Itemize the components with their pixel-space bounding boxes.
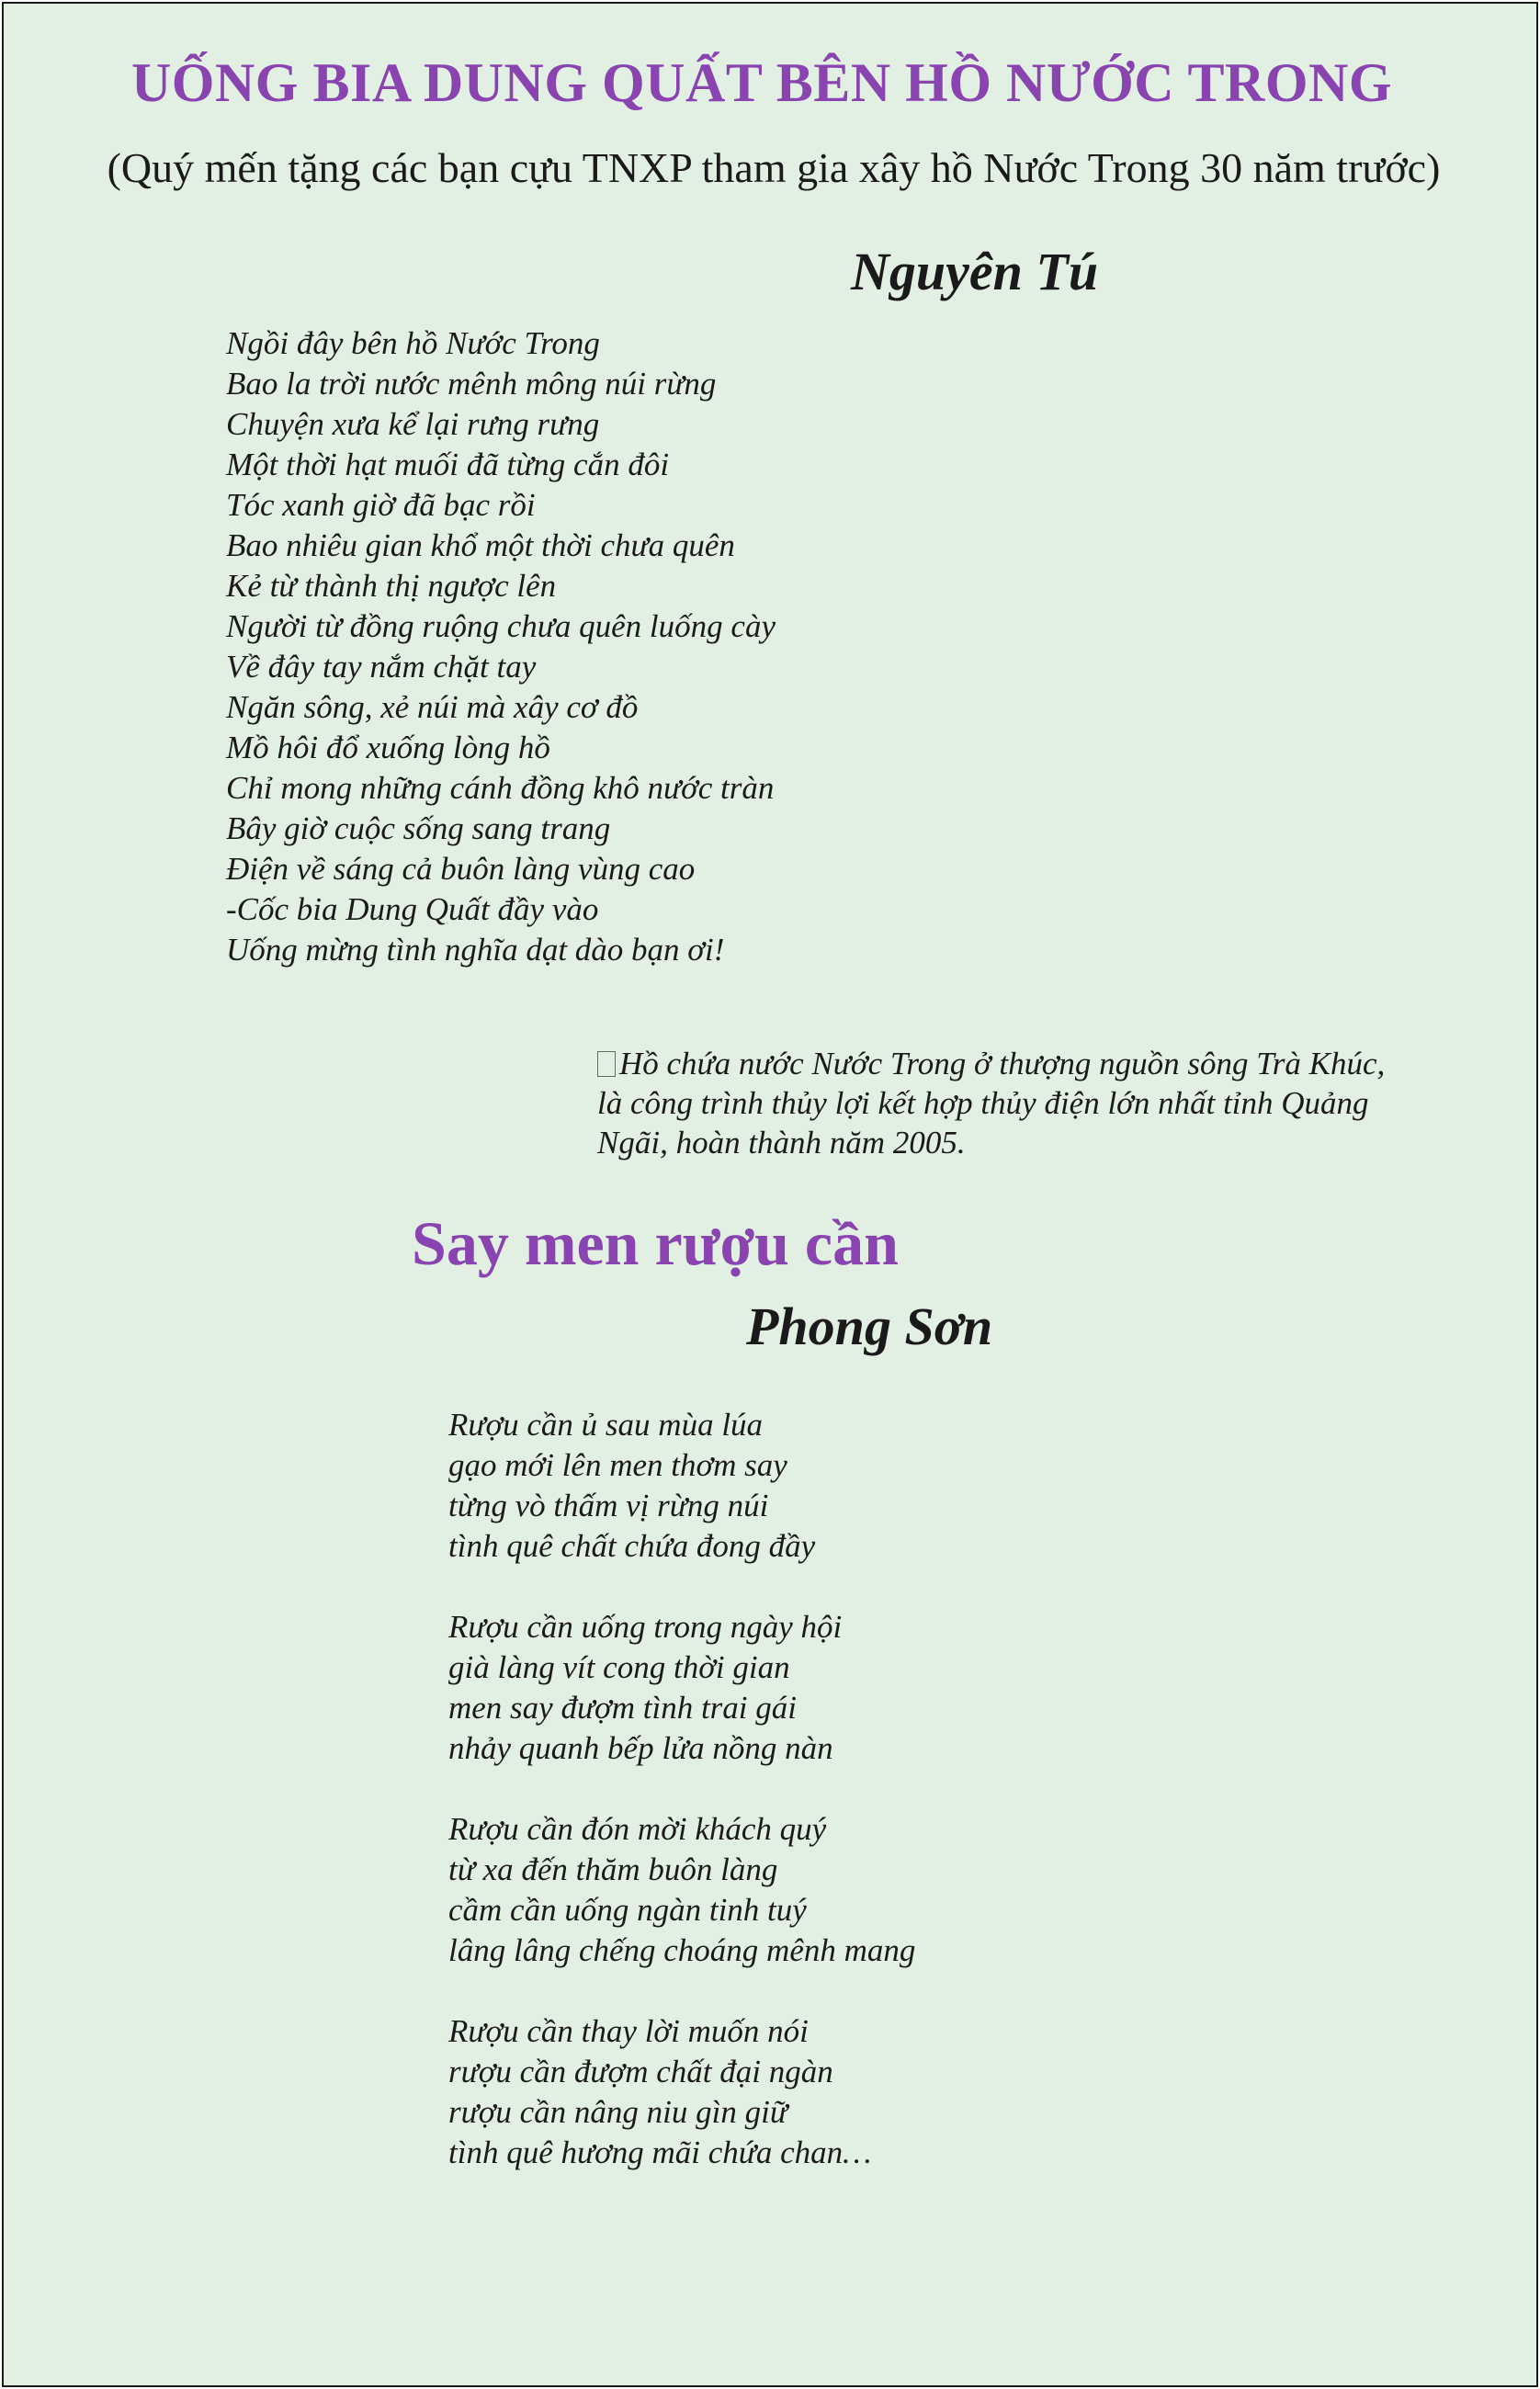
poem-line: cầm cần uống ngàn tinh tuý <box>448 1892 807 1928</box>
poem2-body <box>448 1405 915 2214</box>
poem2-title: Say men rượu cần <box>412 1208 899 1278</box>
poem-line: Bao nhiêu gian khổ một thời chưa quên <box>226 527 735 563</box>
poem-line: Rượu cần uống trong ngày hội <box>448 1609 843 1645</box>
poem2-author: Phong Sơn <box>746 1296 993 1356</box>
stanza <box>448 1607 915 1769</box>
poem1-footnote <box>597 1044 1387 1162</box>
poem-line: Rượu cần ủ sau mùa lúa <box>448 1407 764 1443</box>
footnote-marker-icon <box>597 1051 616 1077</box>
poem-line: nhảy quanh bếp lửa nồng nàn <box>448 1730 833 1766</box>
poem-line: Chuyện xưa kể lại rưng rưng <box>226 406 600 442</box>
poem-page <box>2 2 1538 2387</box>
poem-line: rượu cần nâng niu gìn giữ <box>448 2094 787 2130</box>
poem-line: Ngăn sông, xẻ núi mà xây cơ đồ <box>226 689 639 725</box>
poem-line: Mồ hôi đổ xuống lòng hồ <box>226 730 550 765</box>
poem-line: men say đượm tình trai gái <box>448 1690 798 1726</box>
poem-line: lâng lâng chếng choáng mênh mang <box>448 1932 916 1968</box>
poem-line: Một thời hạt muối đã từng cắn đôi <box>226 447 670 482</box>
poem-line: gạo mới lên men thơm say <box>448 1447 787 1483</box>
poem-line: Người từ đồng ruộng chưa quên luống cày <box>226 608 776 644</box>
poem-line: Ngồi đây bên hồ Nước Trong <box>226 325 600 361</box>
poem-line: già làng vít cong thời gian <box>448 1649 790 1685</box>
stanza <box>448 1405 915 1567</box>
poem-line: -Cốc bia Dung Quất đầy vào <box>226 891 599 927</box>
poem-line: Tóc xanh giờ đã bạc rồi <box>226 487 536 523</box>
poem-line: Rượu cần đón mời khách quý <box>448 1811 827 1847</box>
poem-line: Rượu cần thay lời muốn nói <box>448 2013 809 2049</box>
poem-line: từng vò thấm vị rừng núi <box>448 1488 769 1523</box>
poem1-author: Nguyên Tú <box>851 242 1099 301</box>
poem-line: Bây giờ cuộc sống sang trang <box>226 810 611 846</box>
poem-line: tình quê chất chứa đong đầy <box>448 1528 816 1564</box>
stanza <box>448 1809 915 1971</box>
poem-line: Điện về sáng cả buôn làng vùng cao <box>226 851 696 887</box>
poem-line: Bao la trời nước mênh mông núi rừng <box>226 366 717 402</box>
poem-line: rượu cần đượm chất đại ngàn <box>448 2054 833 2089</box>
footnote-text: Hồ chứa nước Nước Trong ở thượng nguồn sông Trà Khúc, là công trình thủy lợi kết hợp thủy điện lớn nhất tỉnh Quảng Ngãi, hoàn thành năm 2005. <box>597 1046 1386 1161</box>
poem-line: Về đây tay nắm chặt tay <box>226 649 537 685</box>
stanza <box>448 2011 915 2173</box>
poem1-dedication: (Quý mến tặng các bạn cựu TNXP tham gia xây hồ Nước Trong 30 năm trước) <box>107 144 1441 191</box>
poem1-title: UỐNG BIA DUNG QUẤT BÊN HỒ NƯỚC TRONG <box>130 52 1393 113</box>
poem-line: từ xa đến thăm buôn làng <box>448 1851 778 1887</box>
poem-line: Uống mừng tình nghĩa dạt dào bạn ơi! <box>226 932 725 968</box>
poem-line: Kẻ từ thành thị ngược lên <box>226 568 557 604</box>
poem-line: Chỉ mong những cánh đồng khô nước tràn <box>226 770 775 806</box>
poem1-body <box>226 323 776 970</box>
poem-line: tình quê hương mãi chứa chan… <box>448 2134 872 2170</box>
